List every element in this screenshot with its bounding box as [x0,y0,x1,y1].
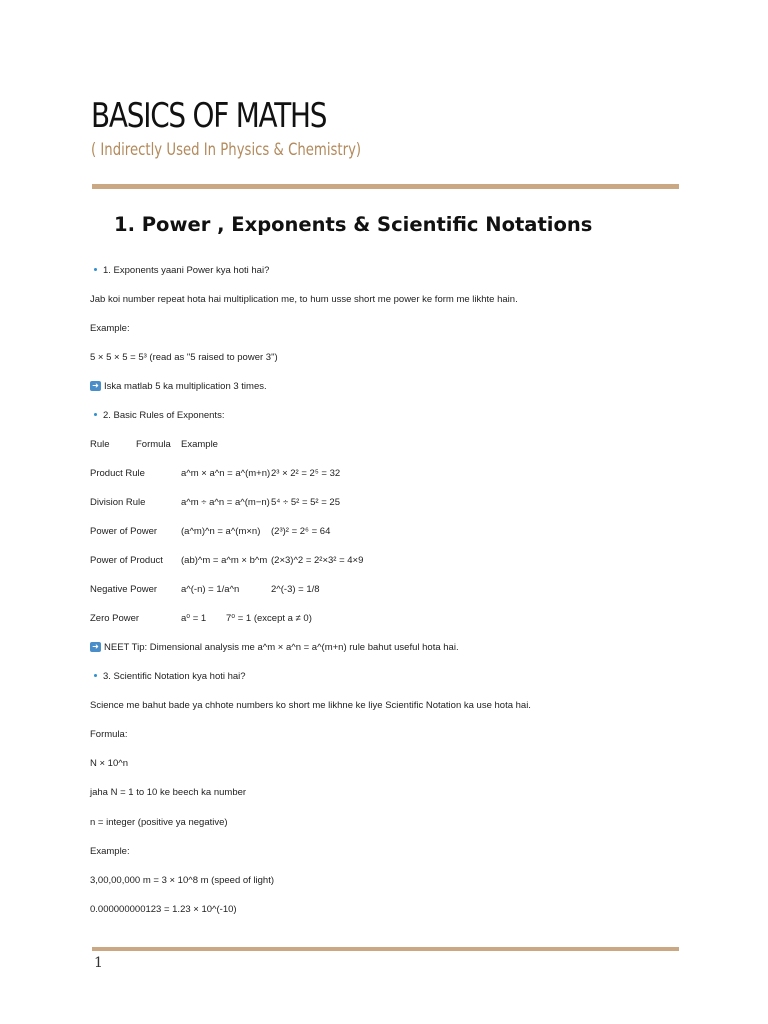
table-cell-formula: a^m × a^n = a^(m+n) [181,468,271,479]
top-divider [92,184,679,189]
table-cell-formula: a^m ÷ a^n = a^(m−n) [181,497,270,508]
formula: N × 10^n [90,758,128,769]
bullet-dot-icon [94,413,97,416]
arrow-right-icon: ➜ [90,381,101,391]
bullet-item: 1. Exponents yaani Power kya hoti hai? [94,265,269,276]
table-cell-formula: (a^m)^n = a^(m×n) [181,526,261,537]
document-title: BASICS OF MATHS [91,96,327,136]
paragraph: Formula: [90,729,128,740]
document-subtitle: ( Indirectly Used In Physics & Chemistry) [91,140,362,160]
arrow-note: ➜ Iska matlab 5 ka multiplication 3 times. [90,381,267,392]
table-cell-formula: a⁰ = 1 [181,613,207,624]
arrow-right-icon: ➜ [90,642,101,652]
paragraph: 5 × 5 × 5 = 5³ (read as "5 raised to power 3") [90,352,278,363]
bullet-dot-icon [94,674,97,677]
table-cell-rule: Power of Product [90,555,163,566]
bullet-dot-icon [94,268,97,271]
bottom-divider [92,947,679,951]
table-cell-rule: Division Rule [90,497,146,508]
table-cell-example: (2³)² = 2⁶ = 64 [271,526,331,537]
paragraph: Example: [90,846,130,857]
table-cell-rule: Zero Power [90,613,140,624]
table-cell-example: (2×3)^2 = 2²×3² = 4×9 [271,555,364,566]
table-header-example: Example [181,439,218,450]
table-header-formula: Formula [136,439,171,450]
page-number: 1 [94,955,103,971]
table-header-rule: Rule [90,439,110,450]
table-cell-example: 2^(-3) = 1/8 [271,584,320,595]
paragraph: 0.000000000123 = 1.23 × 10^(-10) [90,904,237,915]
table-cell-rule: Product Rule [90,468,145,479]
paragraph: Jab koi number repeat hota hai multiplication me, to hum usse short me power ke form me likhte hain. [90,294,518,305]
table-cell-formula: (ab)^m = a^m × b^m [181,555,268,566]
table-cell-example: 2³ × 2² = 2⁵ = 32 [271,468,341,479]
table-cell-rule: Power of Power [90,526,158,537]
paragraph: jaha N = 1 to 10 ke beech ka number [90,787,247,798]
section-heading: 1. Power , Exponents & Scientific Notations [114,213,593,236]
paragraph: n = integer (positive ya negative) [90,817,228,828]
neet-tip: ➜ NEET Tip: Dimensional analysis me a^m × a^n = a^(m+n) rule bahut useful hota hai. [90,642,459,653]
bullet-item: 2. Basic Rules of Exponents: [94,410,224,421]
paragraph: 3,00,00,000 m = 3 × 10^8 m (speed of light) [90,875,275,886]
paragraph: Example: [90,323,130,334]
table-cell-example: 7⁰ = 1 (except a ≠ 0) [226,613,312,624]
bullet-item: 3. Scientific Notation kya hoti hai? [94,671,246,682]
paragraph: Science me bahut bade ya chhote numbers ko short me likhne ke liye Scientific Notation ka use hota hai. [90,700,531,711]
table-cell-example: 5⁴ ÷ 5² = 5² = 25 [271,497,340,508]
table-cell-rule: Negative Power [90,584,158,595]
table-cell-formula: a^(-n) = 1/a^n [181,584,240,595]
